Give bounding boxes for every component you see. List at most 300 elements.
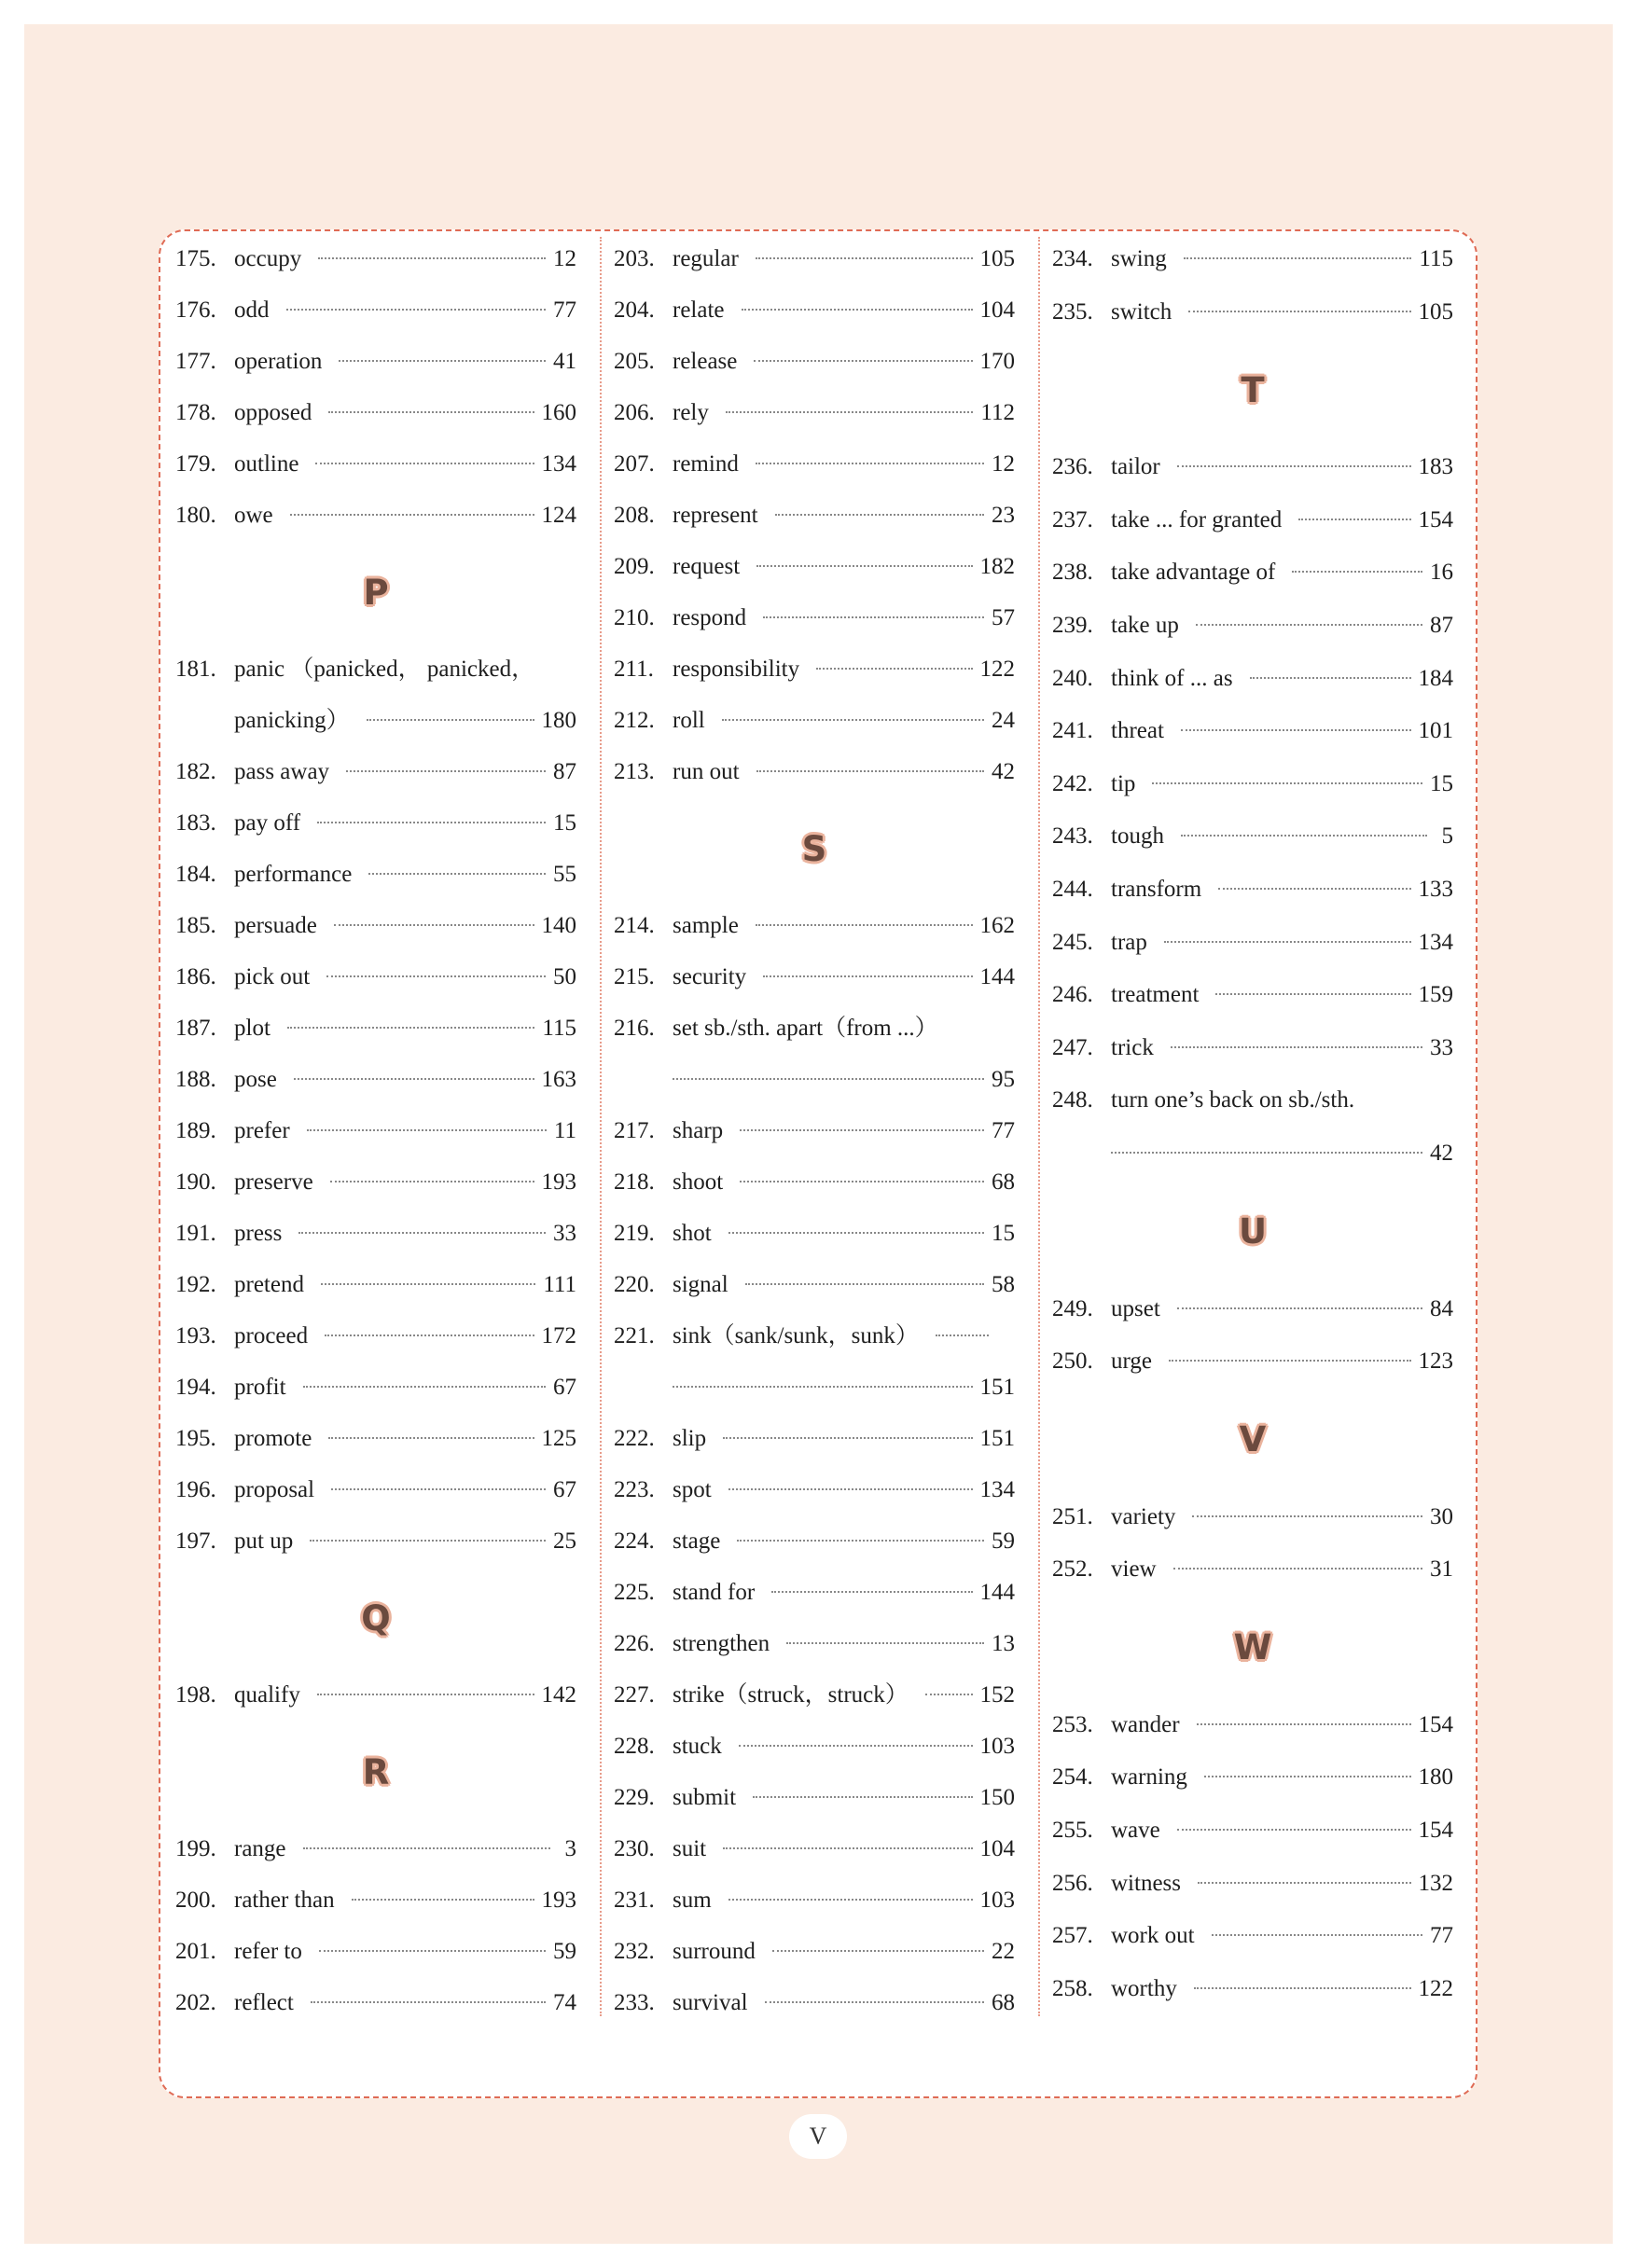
dot-leader	[1198, 1882, 1411, 1884]
entry-page-number: 22	[992, 1939, 1015, 1964]
index-entry-continuation	[614, 1054, 1015, 1105]
entry-number: 176.	[175, 297, 216, 323]
dot-leader	[326, 975, 546, 977]
dot-leader	[737, 1540, 984, 1542]
index-entry	[614, 1259, 1015, 1310]
index-entry	[1052, 546, 1453, 600]
entry-word: turn one’s back on sb./sth.	[1111, 1087, 1355, 1113]
entry-page-number: 42	[1430, 1140, 1453, 1166]
entry-number: 233.	[614, 1990, 655, 2015]
dot-leader	[816, 668, 972, 670]
dot-leader	[1292, 571, 1422, 573]
entry-word: stuck	[673, 1734, 722, 1759]
dot-leader	[1212, 1934, 1422, 1936]
entry-number: 253.	[1052, 1711, 1093, 1737]
entry-page-number: 87	[553, 759, 576, 784]
entry-number: 178.	[175, 400, 216, 425]
entry-page-number: 193	[541, 1888, 576, 1913]
entry-word: operation	[234, 349, 323, 374]
entry-number: 231.	[614, 1888, 655, 1913]
index-entry	[614, 695, 1015, 746]
section-heading	[1052, 1181, 1453, 1283]
entry-page-number: 104	[979, 297, 1015, 323]
entry-word: owe	[234, 503, 273, 528]
dot-leader	[1177, 1829, 1411, 1831]
entry-number: 237.	[1052, 506, 1093, 532]
dot-leader	[772, 1950, 984, 1952]
entry-word: submit	[673, 1785, 737, 1810]
dot-leader	[1218, 888, 1410, 890]
index-entry	[614, 1567, 1015, 1618]
entry-word: range	[234, 1836, 286, 1861]
dot-leader	[1181, 729, 1411, 731]
dot-leader	[742, 309, 973, 311]
entry-page-number: 15	[553, 810, 576, 836]
entry-page-number: 134	[1418, 929, 1453, 955]
dot-leader	[1177, 465, 1411, 467]
section-heading	[1052, 339, 1453, 441]
entry-number: 216.	[614, 1016, 655, 1041]
dot-leader	[1181, 835, 1427, 837]
entry-page-number: 154	[1418, 506, 1453, 532]
index-entry	[614, 1310, 1015, 1362]
entry-page-number: 12	[992, 451, 1015, 477]
entry-page-number: 55	[553, 862, 576, 887]
entry-word: preserve	[234, 1169, 313, 1195]
entry-page-number: 57	[992, 605, 1015, 630]
index-entry	[1052, 1858, 1453, 1911]
entry-word: think of ... as	[1111, 665, 1233, 691]
entry-page-number: 68	[992, 1169, 1015, 1195]
entry-number: 189.	[175, 1118, 216, 1143]
entry-word: sharp	[673, 1118, 724, 1143]
index-entry	[1052, 705, 1453, 758]
dot-leader	[673, 1078, 984, 1080]
section-letter: T	[1241, 369, 1265, 410]
dot-leader	[1192, 1515, 1422, 1517]
entry-word: persuade	[234, 913, 317, 938]
entry-page-number: 67	[553, 1375, 576, 1400]
index-entry	[614, 490, 1015, 541]
index-entry	[1052, 1335, 1453, 1389]
entry-number: 195.	[175, 1426, 216, 1451]
entry-word: suit	[673, 1836, 707, 1861]
dot-leader	[728, 1232, 984, 1234]
entry-number: 181.	[175, 657, 216, 682]
index-entry	[175, 1310, 576, 1362]
entry-number: 227.	[614, 1682, 655, 1708]
index-entry	[1052, 1751, 1453, 1805]
entry-word: regular	[673, 246, 739, 271]
dot-leader	[740, 1129, 984, 1131]
index-entry	[614, 1721, 1015, 1772]
index-entry	[614, 592, 1015, 643]
entry-page-number: 124	[541, 503, 576, 528]
entry-page-number: 151	[979, 1426, 1015, 1451]
entry-page-number: 142	[541, 1682, 576, 1708]
entry-number: 256.	[1052, 1870, 1093, 1896]
entry-word: take advantage of	[1111, 560, 1276, 586]
entry-word: tailor	[1111, 454, 1160, 480]
entry-word: witness	[1111, 1870, 1181, 1896]
index-entry	[1052, 1491, 1453, 1544]
index-entry	[614, 1413, 1015, 1464]
index-entry	[1052, 653, 1453, 706]
entry-page-number: 162	[979, 913, 1015, 938]
index-entry	[614, 951, 1015, 1003]
entry-word: responsibility	[673, 657, 800, 682]
entry-word: set sb./sth. apart（from ...）	[673, 1016, 938, 1041]
entry-number: 254.	[1052, 1764, 1093, 1791]
dot-leader	[310, 1540, 546, 1542]
entry-number: 247.	[1052, 1034, 1093, 1060]
entry-number: 242.	[1052, 770, 1093, 796]
entry-number: 191.	[175, 1221, 216, 1246]
entry-word: variety	[1111, 1503, 1176, 1529]
index-entry	[175, 438, 576, 490]
index-entry	[175, 1823, 576, 1874]
index-entry	[1052, 600, 1453, 653]
index-entry	[175, 1464, 576, 1515]
entry-number: 199.	[175, 1836, 216, 1861]
entry-word: opposed	[234, 400, 312, 425]
entry-number: 180.	[175, 503, 216, 528]
entry-word: pose	[234, 1067, 277, 1092]
dot-leader	[311, 2001, 546, 2003]
section-heading	[614, 797, 1015, 900]
dot-leader	[1250, 677, 1411, 679]
index-entry	[175, 1669, 576, 1721]
entry-page-number: 151	[979, 1375, 1015, 1400]
dot-leader	[723, 1437, 972, 1439]
index-entry	[614, 387, 1015, 438]
entry-word: release	[673, 349, 738, 374]
index-entry	[614, 541, 1015, 592]
entry-page-number: 163	[541, 1067, 576, 1092]
dot-leader	[723, 1847, 972, 1849]
entry-word: put up	[234, 1528, 294, 1554]
entry-page-number: 74	[553, 1990, 576, 2015]
entry-word: qualify	[234, 1682, 300, 1708]
dot-leader	[319, 1950, 546, 1952]
entry-number: 209.	[614, 554, 655, 579]
entry-word: surround	[673, 1939, 756, 1964]
entry-page-number: 154	[1418, 1711, 1453, 1737]
index-entry	[175, 1208, 576, 1259]
index-entry	[614, 746, 1015, 797]
dot-leader	[1111, 1152, 1422, 1154]
dot-leader	[294, 1078, 534, 1080]
dot-leader	[286, 309, 547, 311]
entry-number: 220.	[614, 1272, 655, 1297]
entry-number: 248.	[1052, 1087, 1093, 1113]
index-entry	[1052, 758, 1453, 811]
dot-leader	[756, 463, 984, 464]
entry-word: plot	[234, 1016, 271, 1041]
dot-leader	[290, 514, 534, 516]
dot-leader	[753, 1796, 972, 1798]
column-divider	[1038, 237, 1040, 2016]
entry-number: 188.	[175, 1067, 216, 1092]
column-divider	[600, 237, 602, 2016]
index-entry	[614, 1926, 1015, 1977]
entry-word: pick out	[234, 964, 311, 989]
entry-number: 208.	[614, 503, 655, 528]
dot-leader	[1194, 1987, 1411, 1989]
index-entry	[614, 1156, 1015, 1208]
dot-leader	[317, 822, 546, 823]
dot-leader	[352, 1899, 534, 1901]
section-heading	[175, 541, 576, 643]
dot-leader	[786, 1642, 984, 1644]
entry-word: shoot	[673, 1169, 724, 1195]
index-entry	[175, 797, 576, 849]
entry-word: sample	[673, 913, 739, 938]
index-entry	[1052, 1074, 1453, 1127]
entry-page-number: 59	[553, 1939, 576, 1964]
dot-leader	[328, 1437, 534, 1439]
entry-page-number: 59	[992, 1528, 1015, 1554]
index-entry	[1052, 233, 1453, 286]
entry-page-number: 33	[553, 1221, 576, 1246]
entry-page-number: 154	[1418, 1818, 1453, 1844]
entry-page-number: 5	[1441, 823, 1453, 850]
entry-number: 197.	[175, 1528, 216, 1554]
dot-leader	[722, 719, 984, 721]
entry-number: 241.	[1052, 718, 1093, 744]
entry-word: survival	[673, 1990, 748, 2015]
entry-page-number: 77	[992, 1118, 1015, 1143]
entry-number: 206.	[614, 400, 655, 425]
index-entry-continuation	[614, 1362, 1015, 1413]
entry-page-number: 58	[992, 1272, 1015, 1297]
index-entry	[175, 1413, 576, 1464]
entry-page-number: 30	[1430, 1503, 1453, 1529]
dot-leader	[765, 2001, 984, 2003]
index-entry	[1052, 917, 1453, 970]
dot-leader	[1188, 311, 1410, 312]
index-entry	[614, 1823, 1015, 1874]
entry-word: slip	[673, 1426, 707, 1451]
entry-number: 218.	[614, 1169, 655, 1195]
dot-leader	[740, 1181, 984, 1182]
entry-word: upset	[1111, 1295, 1160, 1321]
index-entry	[1052, 810, 1453, 864]
entry-word: prefer	[234, 1118, 290, 1143]
index-entry	[614, 1874, 1015, 1926]
entry-page-number: 125	[541, 1426, 576, 1451]
dot-leader	[728, 1488, 973, 1490]
entry-number: 192.	[175, 1272, 216, 1297]
entry-word: represent	[673, 503, 758, 528]
entry-number: 240.	[1052, 665, 1093, 691]
entry-word: wander	[1111, 1711, 1180, 1737]
entry-page-number: 123	[1418, 1348, 1453, 1375]
entry-page-number: 182	[979, 554, 1015, 579]
entry-page-number: 133	[1418, 876, 1453, 902]
entry-word: roll	[673, 708, 705, 733]
section-heading	[1052, 1389, 1453, 1491]
entry-number: 186.	[175, 964, 216, 989]
entry-word: pass away	[234, 759, 330, 784]
index-entry	[175, 746, 576, 797]
entry-number: 203.	[614, 246, 655, 271]
entry-page-number: 115	[542, 1016, 576, 1041]
dot-leader	[318, 257, 546, 259]
entry-number: 219.	[614, 1221, 655, 1246]
entry-number: 234.	[1052, 246, 1093, 271]
index-column-2	[614, 233, 1015, 2024]
entry-page-number: 77	[553, 297, 576, 323]
dot-leader	[763, 616, 984, 618]
entry-page-number: 23	[992, 503, 1015, 528]
index-entry	[175, 1977, 576, 2028]
entry-page-number: 115	[1419, 246, 1453, 271]
entry-page-number: 41	[553, 349, 576, 374]
entry-number: 257.	[1052, 1923, 1093, 1949]
entry-word: view	[1111, 1556, 1157, 1583]
dot-leader	[1298, 519, 1410, 520]
index-entry	[1052, 494, 1453, 547]
index-column-3	[1052, 233, 1453, 2024]
entry-page-number: 132	[1418, 1870, 1453, 1896]
dot-leader	[1215, 993, 1410, 995]
entry-page-number: 112	[980, 400, 1015, 425]
entry-number: 210.	[614, 605, 655, 630]
index-entry	[1052, 1699, 1453, 1752]
index-entry	[175, 490, 576, 541]
entry-word: pay off	[234, 810, 301, 836]
section-heading	[1052, 1597, 1453, 1699]
index-entry	[175, 1156, 576, 1208]
entry-word: strengthen	[673, 1631, 770, 1656]
index-entry	[1052, 1910, 1453, 1963]
entry-number: 250.	[1052, 1348, 1093, 1375]
index-entry	[1052, 1805, 1453, 1858]
entry-word: request	[673, 554, 741, 579]
entry-word: respond	[673, 605, 747, 630]
entry-word: rely	[673, 400, 709, 425]
entry-number: 238.	[1052, 560, 1093, 586]
section-heading	[175, 1721, 576, 1823]
entry-number: 258.	[1052, 1975, 1093, 2001]
entry-number: 214.	[614, 913, 655, 938]
dot-leader	[321, 1283, 535, 1285]
entry-number: 249.	[1052, 1295, 1093, 1321]
dot-leader	[756, 924, 973, 926]
dot-leader	[328, 411, 534, 413]
index-entry	[175, 1874, 576, 1926]
dot-leader	[298, 1232, 546, 1234]
index-entry-continuation	[175, 695, 576, 746]
entry-page-number: 140	[541, 913, 576, 938]
entry-word: odd	[234, 297, 270, 323]
entry-word: shot	[673, 1221, 712, 1246]
index-entry	[614, 1977, 1015, 2028]
entry-number: 232.	[614, 1939, 655, 1964]
index-entry	[175, 284, 576, 336]
entry-word: sink（sank/sunk，sunk）	[673, 1323, 919, 1348]
index-entry	[614, 284, 1015, 336]
entry-number: 255.	[1052, 1818, 1093, 1844]
index-entry	[175, 1362, 576, 1413]
section-letter: U	[1238, 1211, 1268, 1252]
entry-number: 207.	[614, 451, 655, 477]
entry-number: 225.	[614, 1580, 655, 1605]
entry-word: transform	[1111, 876, 1202, 902]
index-entry	[175, 1003, 576, 1054]
dot-leader	[346, 770, 546, 772]
entry-number: 190.	[175, 1169, 216, 1195]
index-entry	[614, 1515, 1015, 1567]
entry-page-number: 144	[979, 964, 1015, 989]
entry-word: spot	[673, 1477, 712, 1502]
entry-number: 204.	[614, 297, 655, 323]
entry-word: pretend	[234, 1272, 304, 1297]
dot-leader	[1169, 1360, 1411, 1362]
entry-word: reflect	[234, 1990, 294, 2015]
dot-leader	[331, 1488, 546, 1490]
entry-word: take ... for granted	[1111, 506, 1283, 532]
entry-page-number: 84	[1430, 1295, 1453, 1321]
entry-word: security	[673, 964, 747, 989]
entry-number: 236.	[1052, 454, 1093, 480]
entry-number: 229.	[614, 1785, 655, 1810]
entry-page-number: 103	[979, 1734, 1015, 1759]
index-entry	[175, 900, 576, 951]
entry-page-number: 101	[1418, 718, 1453, 744]
entry-page-number: 180	[1418, 1764, 1453, 1791]
dot-leader	[325, 1335, 534, 1336]
dot-leader	[754, 360, 972, 362]
dot-leader	[334, 924, 534, 926]
entry-page-number: 105	[979, 246, 1015, 271]
index-entry	[175, 387, 576, 438]
entry-page-number: 183	[1418, 454, 1453, 480]
page-number-badge	[789, 2114, 847, 2159]
entry-word: profit	[234, 1375, 286, 1400]
entry-number: 211.	[614, 657, 654, 682]
entry-number: 213.	[614, 759, 655, 784]
entry-page-number: 3	[564, 1836, 576, 1861]
dot-leader	[763, 975, 972, 977]
entry-number: 221.	[614, 1323, 655, 1348]
index-column-1	[175, 233, 576, 2024]
dot-leader	[1197, 1723, 1411, 1725]
page-number: V	[809, 2123, 827, 2150]
entry-number: 239.	[1052, 612, 1093, 638]
entry-page-number: 111	[543, 1272, 576, 1297]
entry-word: tough	[1111, 823, 1164, 850]
entry-word: trap	[1111, 929, 1147, 955]
entry-number: 187.	[175, 1016, 216, 1041]
entry-page-number: 144	[979, 1580, 1015, 1605]
index-entry	[1052, 1543, 1453, 1597]
entry-page-number: 87	[1430, 612, 1453, 638]
entry-number: 245.	[1052, 929, 1093, 955]
entry-page-number: 184	[1418, 665, 1453, 691]
dot-leader	[745, 1283, 984, 1285]
entry-word: stand for	[673, 1580, 756, 1605]
index-entry	[1052, 1283, 1453, 1336]
entry-number: 201.	[175, 1939, 216, 1964]
entry-page-number: 104	[979, 1836, 1015, 1861]
entry-number: 212.	[614, 708, 655, 733]
entry-number: 185.	[175, 913, 216, 938]
dot-leader	[756, 770, 984, 772]
entry-word: warning	[1111, 1764, 1187, 1791]
dot-leader	[925, 1694, 973, 1695]
